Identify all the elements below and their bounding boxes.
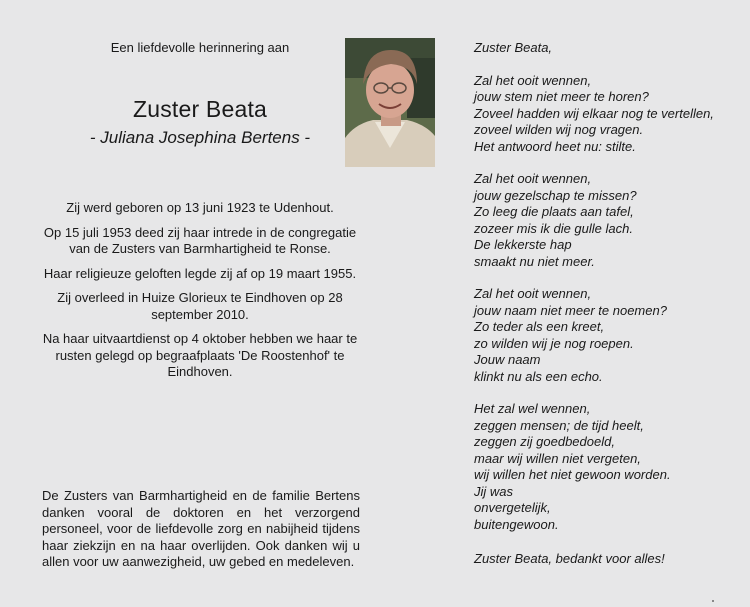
poem-line: jouw naam niet meer te noemen? [474, 302, 667, 318]
poem-line: Zal het ooit wennen, [474, 72, 592, 88]
poem-line: Zo teder als een kreet, [474, 319, 605, 334]
poem-line: Zoveel hadden wij elkaar nog te vertellen, [474, 105, 714, 121]
poem-line: Het antwoord heet nu: stilte. [474, 138, 636, 154]
poem-line: zeggen mensen; de tijd heelt, [474, 417, 644, 433]
corner-mark [712, 600, 714, 602]
poem-line: wij willen het niet gewoon worden. [474, 467, 671, 482]
portrait-photo [345, 38, 435, 167]
poem-line: Het zal wel wennen, [474, 401, 591, 416]
poem-line: klinkt nu als een echo. [474, 368, 603, 384]
thanks-paragraph [42, 488, 360, 571]
poem-line: Zo leeg die plaats aan tafel, [474, 204, 634, 219]
bio-birth: Zij werd geboren op 13 juni 1923 te Udenhout. [66, 200, 334, 215]
poem [474, 40, 744, 568]
intro-text: Een liefdevolle herinnering aan [110, 40, 290, 55]
poem-line: zoveel wilden wij nog vragen. [474, 122, 644, 137]
bio-entry: Op 15 juli 1953 deed zij haar intrede in de congregatie van de Zusters van Barmhartigheid te Ronse. [43, 224, 357, 256]
deceased-name: Zuster Beata [132, 96, 268, 122]
poem-line: Jouw naam [474, 352, 541, 367]
poem-line: De lekkerste hap [474, 237, 572, 252]
poem-line: Jij was [474, 483, 514, 499]
poem-line: zozeer mis ik die gulle lach. [474, 220, 633, 236]
poem-line: smaakt nu niet meer. [474, 253, 595, 269]
poem-line: zo wilden wij je nog roepen. [474, 335, 634, 351]
bio-vows: Haar religieuze geloften legde zij af op 19 maart 1955. [43, 265, 357, 281]
poem-line: zeggen zij goedbedoeld, [474, 434, 615, 449]
bio-burial: Na haar uitvaartdienst op 4 oktober hebben we haar te rusten gelegd op begraafplaats 'De Roostenhof' te Eindhoven. [42, 331, 358, 379]
poem-line: Zal het ooit wennen, [474, 171, 592, 186]
poem-line: jouw stem niet meer te horen? [474, 89, 649, 104]
poem-line: jouw gezelschap te missen? [474, 187, 637, 203]
biography [40, 200, 360, 389]
thanks-text: De Zusters van Barmhartigheid en de familie Bertens danken vooral de doktoren en het verzorgend personeel, voor de liefdevolle zorg en nabijheid tijdens haar ziekzijn en na haar overlijden. Ook danken wij u allen voor uw aanwezigheid, uw gebed en medeleven. [42, 488, 360, 569]
poem-closing: Zuster Beata, bedankt voor alles! [474, 551, 665, 566]
poem-line: maar wij willen niet vergeten, [474, 450, 641, 466]
poem-line: buitengewoon. [474, 516, 559, 532]
poem-line: Zal het ooit wennen, [474, 286, 592, 301]
deceased-full-name: - Juliana Josephina Bertens - [89, 128, 311, 147]
poem-line: onvergetelijk, [474, 500, 551, 515]
poem-greeting: Zuster Beata, [474, 40, 553, 55]
portrait-image [345, 38, 435, 167]
bio-death: Zij overleed in Huize Glorieux te Eindhoven op 28 september 2010. [57, 290, 343, 322]
